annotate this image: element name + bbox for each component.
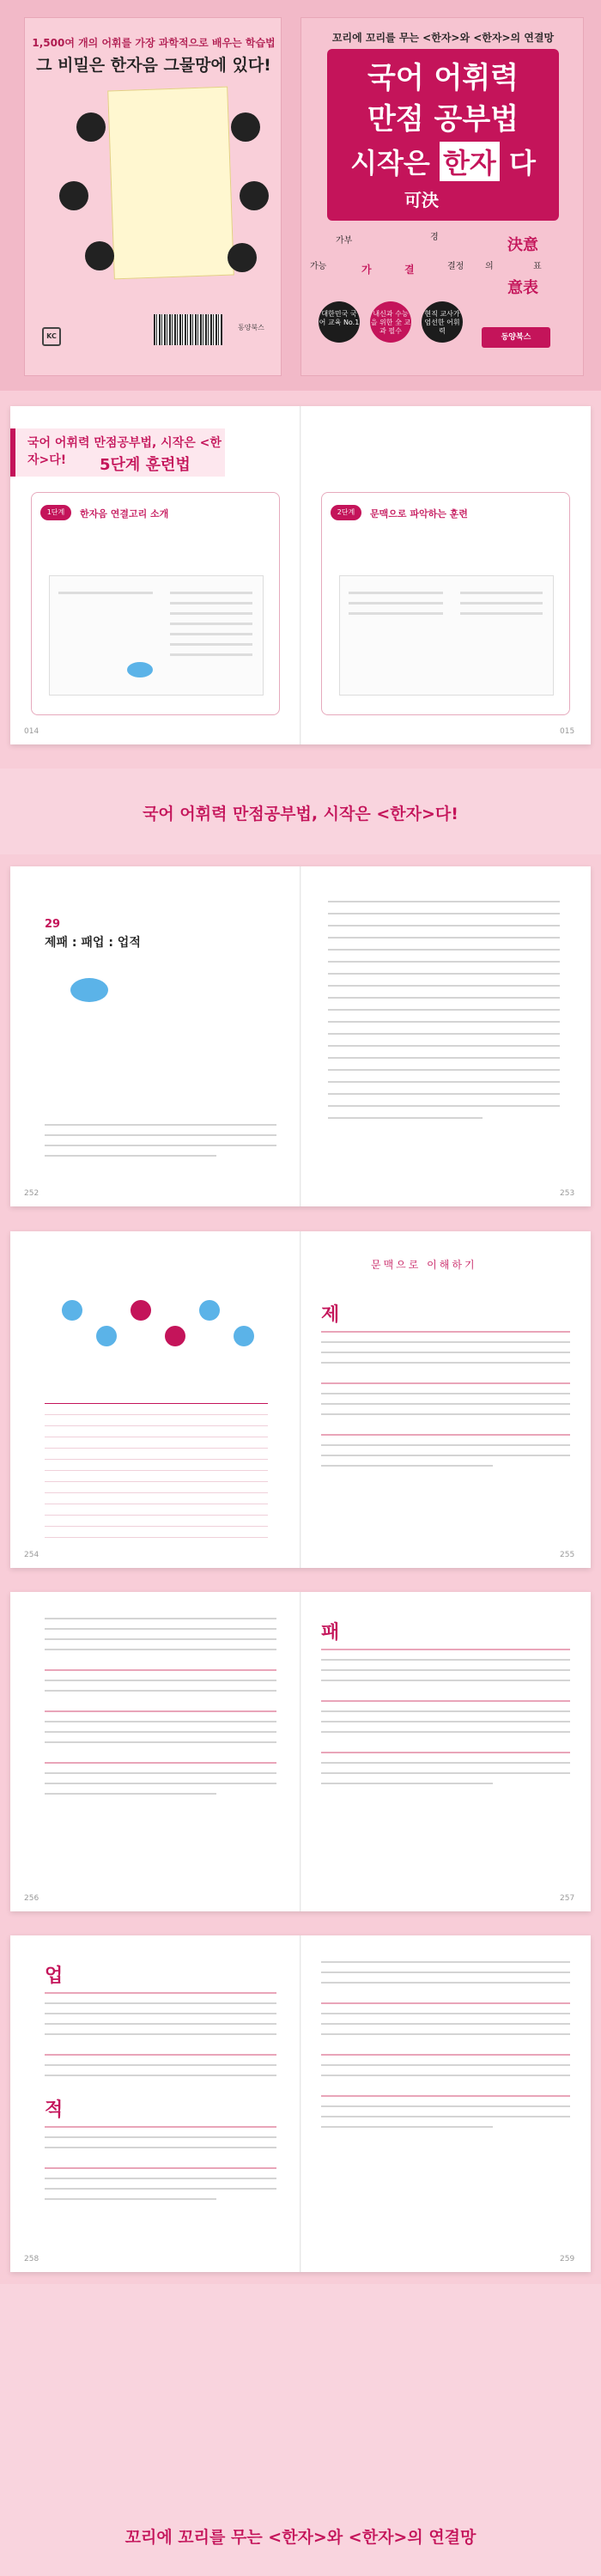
diagram-node-icon [76,112,106,142]
hangul-node: 의 [485,262,494,271]
steps-spread-section [0,391,601,769]
section-character: 제 [321,1303,340,1326]
page-spread [10,1935,591,2272]
step-title: 문맥으로 파악하는 훈련 [370,508,468,519]
headline-text: 국어 어휘력 만점공부법, 시작은 <한자>다! [143,805,458,823]
diagram-node-icon [59,181,88,210]
publisher-logo: 동양북스 [482,327,550,348]
hanja-ornament: 決意 [507,236,538,254]
text-spread-section [0,1580,601,1923]
table-row [45,1471,268,1482]
table-row [45,1504,268,1516]
footer-headline-text: 꼬리에 꼬리를 무는 <한자>와 <한자>의 연결망 [124,2528,477,2547]
headline-section [0,769,601,854]
step-box-1 [31,492,280,715]
hangul-node: 결 [404,264,415,276]
step-pill: 1단계 [40,505,71,520]
diagram-node-icon [96,1326,117,1346]
hanja-ornament: 可決 [404,190,439,210]
whale-mascot-icon [70,978,108,1002]
front-cover [300,17,584,376]
page-number: 253 [560,1189,575,1198]
back-cover-heading: 그 비밀은 한자음 그물망에 있다! [36,56,271,75]
table-row [45,1516,268,1527]
section-character: 업 [45,1965,64,1987]
spread-fold [300,1935,301,2272]
diagram-node-icon [199,1300,220,1321]
back-cover [24,17,282,376]
page-number: 255 [560,1551,575,1559]
steps-banner-sub: 5단계 훈련법 [100,456,191,474]
table-row [45,1437,268,1449]
hangul-node: 가부 [336,236,353,246]
diagram-node-icon [240,181,269,210]
badge: 현직 교사가 엄선한 어휘력 [422,301,463,343]
page-spread [10,866,591,1206]
diagram-node-icon [165,1326,185,1346]
steps-banner-title: 국어 어휘력 만점공부법, 시작은 <한자>다! [27,436,222,467]
table-row [45,1460,268,1471]
page-number: 252 [24,1189,39,1198]
mini-page-preview [339,575,554,696]
spread-fold [300,866,301,1206]
step-box-2 [321,492,570,715]
hangul-node: 경 [430,233,439,242]
title-line-2: 만점 공부법 [367,102,519,137]
page-spread [10,406,591,744]
diagram-node-icon [234,1326,254,1346]
title-line-3-post: 다 [508,147,536,179]
table-row [45,1482,268,1493]
steps-banner [10,428,225,477]
kc-certification-icon: KC [42,327,61,346]
word-table [45,1403,268,1538]
meaning-spread-section [0,1219,601,1580]
table-row [45,1527,268,1538]
step-title: 한자음 연결고리 소개 [80,508,169,519]
title-block [327,49,559,221]
chapter-number: 29 [45,918,61,931]
table-row [45,1426,268,1437]
page-number: 014 [24,727,39,736]
table-row [45,1449,268,1460]
chapter-spread-section [0,854,601,1219]
title-line-3-pre: 시작은 [350,147,430,179]
table-row [45,1404,268,1415]
front-cover-tagline: 꼬리에 꼬리를 무는 <한자>와 <한자>의 연결망 [331,32,555,44]
diagram-node-icon [231,112,260,142]
spread-fold [300,1231,301,1568]
diagram-node-icon [85,241,114,270]
diagram-node-icon [62,1300,82,1321]
hangul-node: 가 [361,264,372,276]
title-line-3-box: 한자 [440,142,500,181]
spread-fold [300,406,301,744]
badge: 내신과 수능을 위한 全 교과 필수 [370,301,411,343]
hangul-node: 가능 [310,262,327,271]
page-spread [10,1231,591,1568]
diagram-node-icon [131,1300,151,1321]
mini-page-preview [49,575,264,696]
meaning-section-title: 문맥으로 이해하기 [371,1259,477,1271]
hangul-node: 표 [533,262,542,271]
page-number: 015 [560,727,575,736]
table-row [45,1415,268,1426]
page-number: 258 [24,2255,39,2263]
note-card-illustration [107,87,234,280]
page-number: 259 [560,2255,575,2263]
page-number: 254 [24,1551,39,1559]
spread-fold [300,1592,301,1911]
step-pill: 2단계 [331,505,361,520]
badge: 대한민국 국어 교육 No.1 [319,301,360,343]
page-number: 257 [560,1894,575,1903]
text-spread-section [0,1923,601,2284]
section-character: 적 [45,2099,64,2121]
back-publisher: 동양북스 [238,324,264,331]
mascot-icon [127,662,153,677]
hanja-ornament: 意表 [507,279,538,297]
book-cover-section [0,0,601,391]
title-line-3 [327,142,559,181]
section-character: 패 [321,1621,340,1643]
table-row [45,1493,268,1504]
barcode-icon [154,314,222,345]
page-number: 256 [24,1894,39,1903]
page-spread [10,1592,591,1911]
title-line-1: 국어 어휘력 [367,61,519,95]
chapter-title: 제패 : 패업 : 업적 [45,936,141,950]
diagram-node-icon [228,243,257,272]
hangul-node: 결정 [447,262,464,271]
footer-headline-section [0,2284,601,2576]
back-cover-tagline: 1,500여 개의 어휘를 가장 과학적으로 배우는 학습법 [32,37,276,49]
